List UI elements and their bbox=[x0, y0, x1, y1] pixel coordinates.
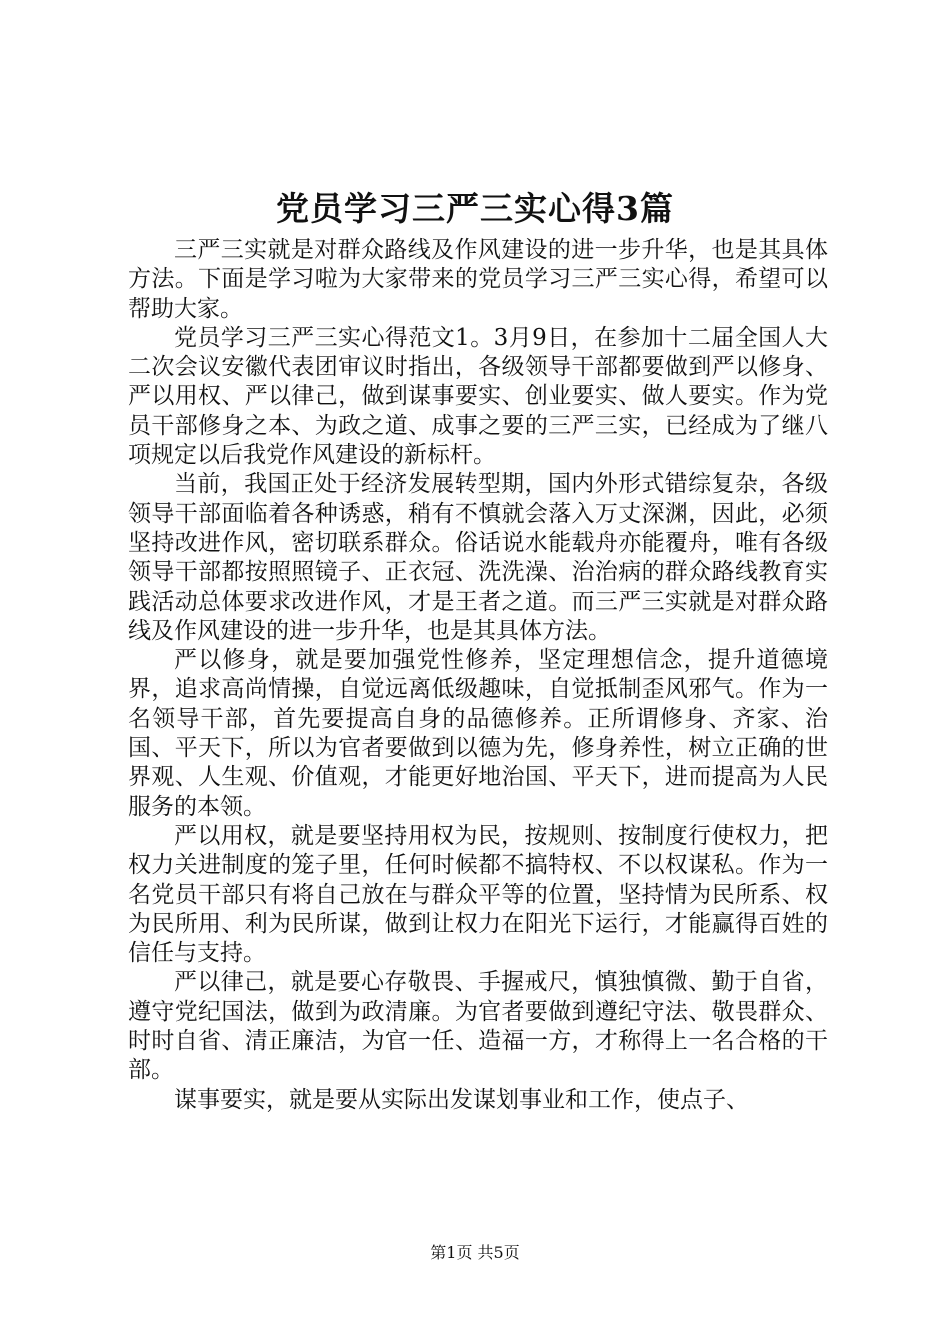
document-title: 党员学习三严三实心得3篇 bbox=[276, 189, 674, 228]
paragraph-6: 谋事要实，就是要从实际出发谋划事业和工作，使点子、 bbox=[174, 1086, 749, 1113]
paragraph-1: 党员学习三严三实心得范文1。3月9日，在参加十二届全国人大二次会议安徽代表团审议时指出，各级领导干部都要做到严以修身、严以用权、严以律己，做到谋事要实、创业要实、做人要实。作为党员干部修身之本、为政之道、成事之要的三严三实，已经成为了继八项规定以后我党作风建设的新标杆。 bbox=[128, 324, 828, 469]
page-footer: 第1页 共5页 bbox=[430, 1243, 520, 1262]
paragraph-4: 严以用权，就是要坚持用权为民，按规则、按制度行使权力，把权力关进制度的笼子里，任何时候都不搞特权、不以权谋私。作为一名党员干部只有将自己放在与群众平等的位置，坚持情为民所系、权为民所用、利为民所谋，做到让权力在阳光下运行，才能赢得百姓的信任与支持。 bbox=[128, 822, 828, 967]
paragraph-3: 严以修身，就是要加强党性修养，坚定理想信念，提升道德境界，追求高尚情操，自觉远离低级趣味，自觉抵制歪风邪气。作为一名领导干部，首先要提高自身的品德修养。正所谓修身、齐家、治国、平天下，所以为官者要做到以德为先，修身养性，树立正确的世界观、人生观、价值观，才能更好地治国、平天下，进而提高为人民服务的本领。 bbox=[128, 647, 828, 820]
paragraph-intro: 三严三实就是对群众路线及作风建设的进一步升华，也是其具体方法。下面是学习啦为大家带来的党员学习三严三实心得，希望可以帮助大家。 bbox=[128, 237, 828, 322]
paragraph-2: 当前，我国正处于经济发展转型期，国内外形式错综复杂，各级领导干部面临着各种诱惑，稍有不慎就会落入万丈深渊，因此，必须坚持改进作风，密切联系群众。俗话说水能载舟亦能覆舟，唯有各级领导干部都按照照镜子、正衣冠、洗洗澡、治治病的群众路线教育实践活动总体要求改进作风，才是王者之道。而三严三实就是对群众路线及作风建设的进一步升华，也是其具体方法。 bbox=[128, 471, 828, 644]
paragraph-5: 严以律己，就是要心存敬畏、手握戒尺，慎独慎微、勤于自省，遵守党纪国法，做到为政清廉。为官者要做到遵纪守法、敬畏群众、时时自省、清正廉洁，为官一任、造福一方，才称得上一名合格的干部。 bbox=[128, 969, 828, 1084]
document-body bbox=[128, 236, 828, 1115]
